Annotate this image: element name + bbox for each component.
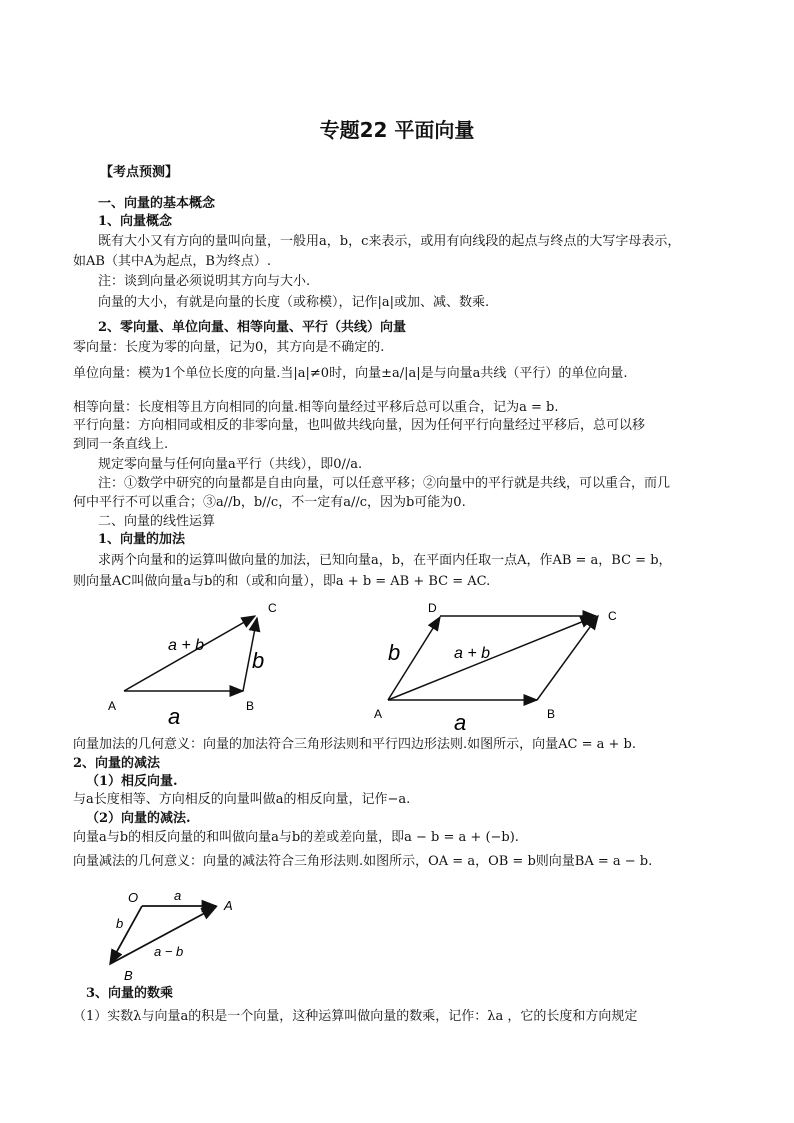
heading-special-vectors: 2、零向量、单位向量、相等向量、平行（共线）向量 <box>98 320 407 335</box>
vector-b-label: b <box>388 640 401 665</box>
point-b-label: B <box>124 968 133 983</box>
note-direction-size: 注：谈到向量必须说明其方向与大小. <box>98 274 311 289</box>
vector-a-label: a <box>174 888 182 903</box>
parallel-vector-def-2: 到同一条直线上. <box>73 437 169 452</box>
point-a-label: A <box>374 707 383 721</box>
point-o-label: O <box>128 890 139 905</box>
paragraph-vector-def-1: 既有大小又有方向的量叫向量，一般用a，b，c来表示，或用有向线段的起点与终点的大写字母表示， <box>98 234 681 249</box>
parallelogram-rule-figure <box>370 598 630 736</box>
point-a-label: A <box>108 699 117 713</box>
addition-geometric-meaning: 向量加法的几何意义：向量的加法符合三角形法则和平行四边形法则.如图所示，向量AC = a + b. <box>73 737 636 752</box>
heading-scalar-multiplication: 3、向量的数乘 <box>86 986 174 1001</box>
heading-linear-operations: 二、向量的线性运算 <box>98 514 216 529</box>
vector-a-label: a <box>454 710 467 735</box>
paragraph-magnitude: 向量的大小，有就是向量的长度（或称模），记作|a|或加、减、数乘. <box>98 295 490 310</box>
parallel-vector-def-1: 平行向量：方向相同或相反的非零向量，也叫做共线向量，因为任何平行向量经过平移后，总可以移 <box>73 418 646 433</box>
point-d-label: D <box>428 601 437 615</box>
zero-parallel-rule: 规定零向量与任何向量a平行（共线），即0//a. <box>98 457 363 472</box>
triangle-rule-figure <box>100 598 300 730</box>
addition-def-2: 则向量AC叫做向量a与b的和（或和向量），即a + b = AB + BC = AC. <box>73 574 491 589</box>
unit-vector-def: 单位向量：模为1个单位长度的向量.当|a|≠0时，向量±a/|a|是与向量a共线（平行）的单位向量. <box>73 366 628 381</box>
point-a-label: A <box>224 898 233 913</box>
paragraph-vector-def-2: 如AB（其中A为起点，B为终点）. <box>73 254 272 269</box>
zero-vector-def: 零向量：长度为零的向量，记为0，其方向是不确定的. <box>73 340 385 355</box>
heading-opposite-vector: （1）相反向量. <box>86 774 178 789</box>
point-c-label: C <box>608 609 617 623</box>
subtraction-figure <box>96 880 256 985</box>
addition-def-1: 求两个向量和的运算叫做向量的加法，已知向量a，b，在平面内任取一点A，作AB = a，BC = b， <box>98 553 672 568</box>
heading-basic-concepts: 一、向量的基本概念 <box>98 196 216 211</box>
point-b-label: B <box>246 699 255 713</box>
vector-a-label: a <box>168 704 181 729</box>
heading-vector-subtraction: 2、向量的减法 <box>73 756 161 771</box>
subtraction-def: 向量a与b的相反向量的和叫做向量a与b的差或差向量，即a − b = a + (−b). <box>73 830 519 845</box>
vector-diff-label: a − b <box>154 944 184 959</box>
note-free-vectors-2: 何中平行不可以重合；③a//b，b//c，不一定有a//c，因为b可能为0. <box>73 495 466 510</box>
vector-sum-label: a + b <box>168 637 205 654</box>
heading-vector-concept: 1、向量概念 <box>98 214 173 229</box>
heading-subtraction-def: （2）向量的减法. <box>86 811 191 826</box>
side-bc-arrow <box>537 616 598 700</box>
scalar-multiplication-def: （1）实数λ与向量a的积是一个向量，这种运算叫做向量的数乘，记作：λa ，它的长度和方向规定 <box>73 1009 638 1024</box>
vector-b-label: b <box>252 648 265 673</box>
vector-sum-arrow <box>388 617 594 700</box>
subtraction-geometric-meaning: 向量减法的几何意义：向量的减法符合三角形法则.如图所示，OA = a，OB = b则向量BA = a − b. <box>73 854 653 869</box>
vector-sum-label: a + b <box>454 645 491 662</box>
heading-vector-addition: 1、向量的加法 <box>98 532 186 547</box>
page-title: 专题22 平面向量 <box>319 118 475 142</box>
point-c-label: C <box>268 601 277 615</box>
opposite-vector-def: 与a长度相等、方向相反的向量叫做a的相反向量，记作−a. <box>73 792 411 807</box>
note-free-vectors-1: 注：①数学中研究的向量都是自由向量，可以任意平移；②向量中的平行就是共线，可以重合，而几 <box>98 476 671 491</box>
point-b-label: B <box>547 707 556 721</box>
equal-vector-def: 相等向量：长度相等且方向相同的向量.相等向量经过平移后总可以重合，记为a = b. <box>73 400 559 415</box>
vector-b-label: b <box>116 916 124 931</box>
section-tag: 【考点预测】 <box>100 165 179 180</box>
